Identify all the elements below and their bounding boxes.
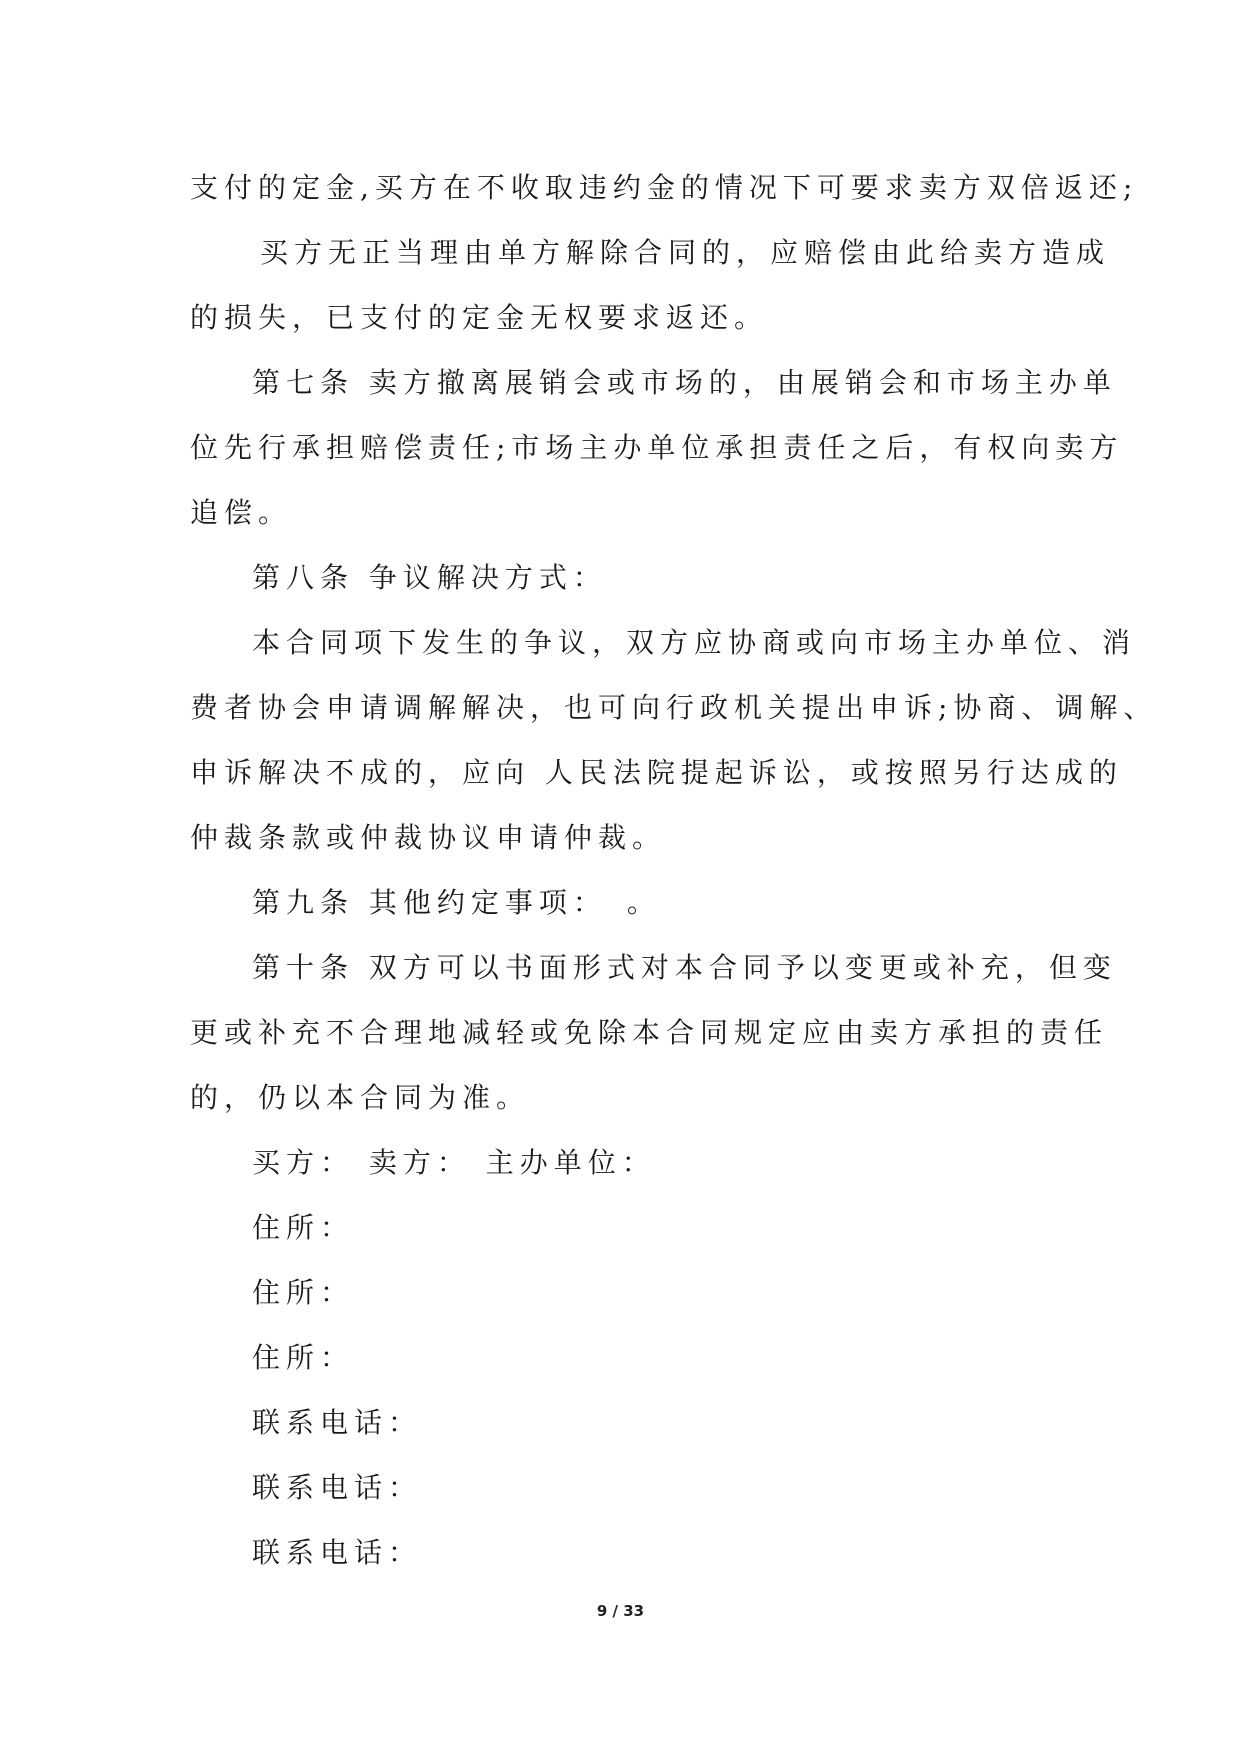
address-field-label: 住所： <box>252 1276 355 1309</box>
clause-8-heading-line: 第八条 争议解决方式： <box>252 561 607 594</box>
text-line: 仲裁条款或仲裁协议申请仲裁。 <box>190 821 667 854</box>
text-line: 的损失，已支付的定金无权要求返还。 <box>190 301 769 334</box>
text-line: 买方无正当理由单方解除合同的，应赔偿由此给卖方造成 <box>260 236 1111 269</box>
text-line: 本合同项下发生的争议，双方应协商或向市场主办单位、消 <box>252 626 1137 659</box>
signature-parties-line: 买方： 卖方： 主办单位： <box>252 1146 656 1179</box>
text-line: 追偿。 <box>190 496 293 529</box>
page-number: 9 / 33 <box>596 1602 645 1620</box>
phone-field-label: 联系电话： <box>252 1406 423 1439</box>
clause-7-heading-line: 第七条 卖方撤离展销会或市场的，由展销会和市场主办单 <box>252 366 1117 399</box>
address-field-label: 住所： <box>252 1211 355 1244</box>
text-line: 支付的定金,买方在不收取违约金的情况下可要求卖方双倍返还; <box>190 171 1139 204</box>
text-line: 更或补充不合理地减轻或免除本合同规定应由卖方承担的责任 <box>190 1016 1109 1049</box>
clause-9-heading-line: 第九条 其他约定事项： 。 <box>252 886 661 919</box>
document-body <box>190 155 1158 1585</box>
phone-field-label: 联系电话： <box>252 1536 423 1569</box>
text-line: 申诉解决不成的，应向 人民法院提起诉讼，或按照另行达成的 <box>190 756 1123 789</box>
phone-field-label: 联系电话： <box>252 1471 423 1504</box>
address-field-label: 住所： <box>252 1341 355 1374</box>
text-line: 的，仍以本合同为准。 <box>190 1081 531 1114</box>
clause-10-heading-line: 第十条 双方可以书面形式对本合同予以变更或补充，但变 <box>252 951 1117 984</box>
text-line: 费者协会申请调解解决，也可向行政机关提出申诉;协商、调解、 <box>190 691 1158 724</box>
text-line: 位先行承担赔偿责任;市场主办单位承担责任之后，有权向卖方 <box>190 431 1124 464</box>
